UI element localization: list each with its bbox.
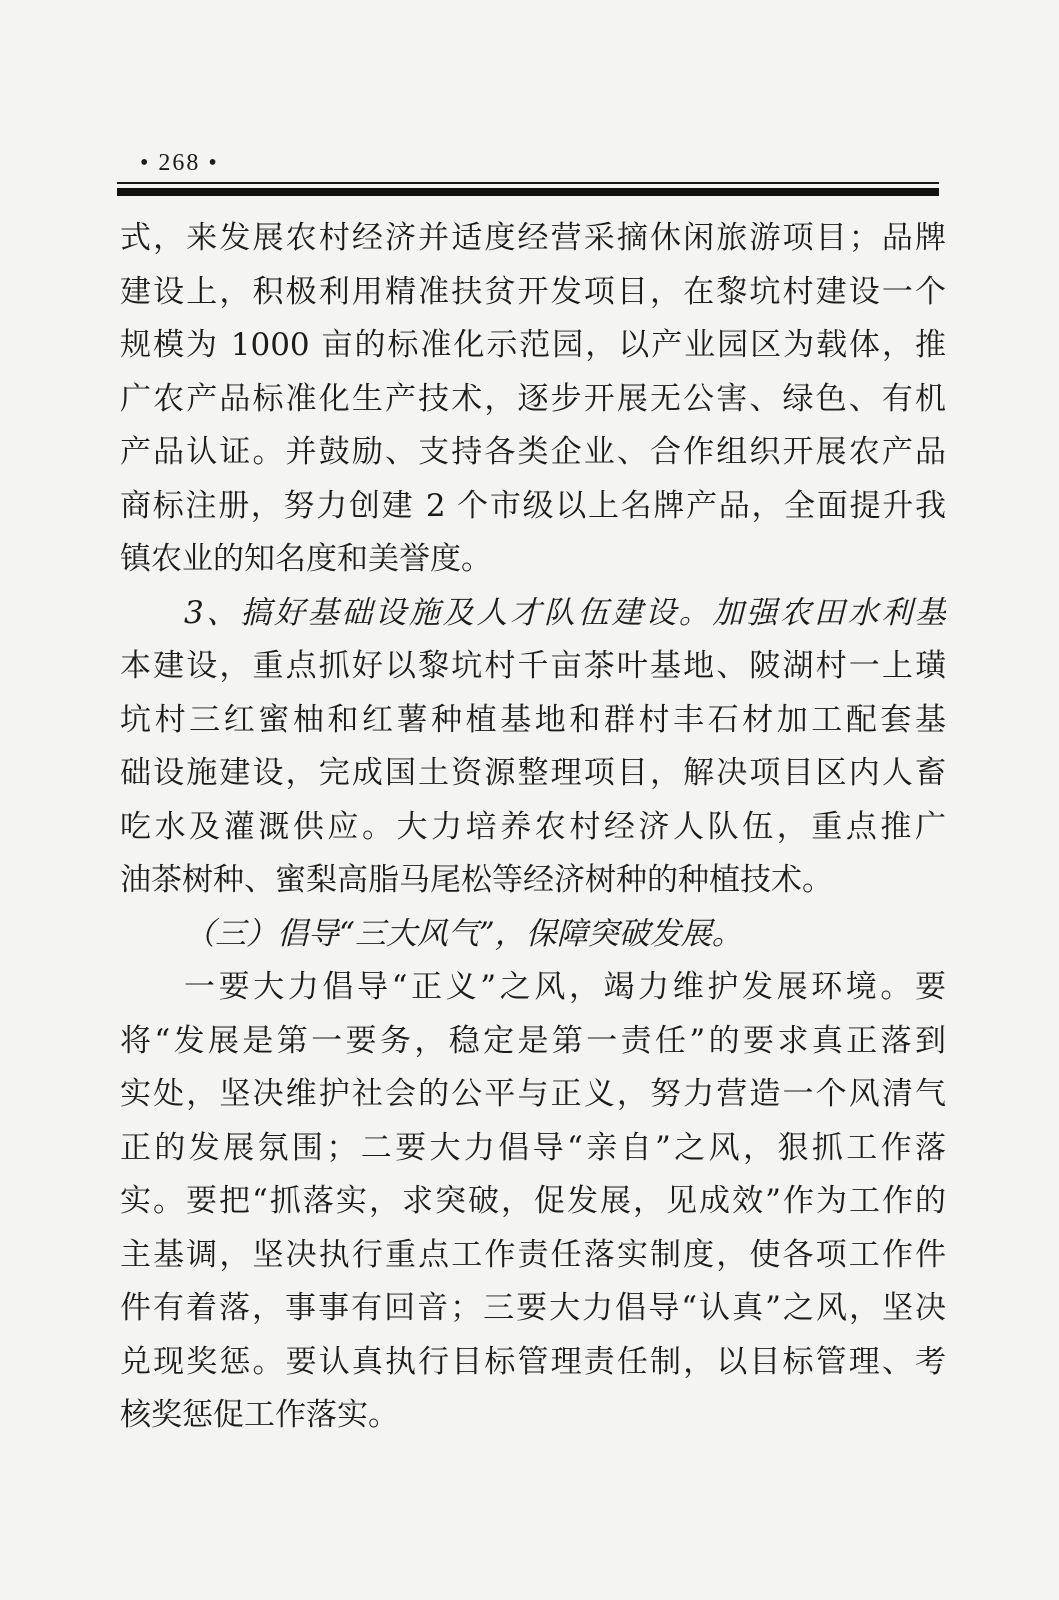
page-number: • 268 • — [140, 150, 219, 176]
subheading-3: 3、搞好基础设施及人才队伍建设。加强农田水利基 — [184, 594, 946, 631]
text-line: 主基调，坚决执行重点工作责任落实制度，使各项工作件 — [120, 1236, 946, 1273]
text-line: 建设上，积极利用精准扶贫开发项目，在黎坑村建设一个 — [120, 273, 946, 310]
header-rule-thick — [117, 188, 939, 196]
text-line: 坑村三红蜜柚和红薯种植基地和群村丰石材加工配套基 — [120, 701, 946, 738]
text-line: 件有着落，事事有回音；三要大力倡导“认真”之风，坚决 — [120, 1290, 946, 1326]
text-line: 规模为 1000 亩的标准化示范园，以产业园区为载体，推 — [120, 327, 946, 363]
text-line: 正的发展氛围；二要大力倡导“亲自”之风，狠抓工作落 — [120, 1129, 946, 1166]
text-line: 实。要把“抓落实，求突破，促发展，见成效”作为工作的 — [120, 1183, 946, 1219]
text-line: 一要大力倡导“正义”之风，竭力维护发展环境。要 — [184, 969, 946, 1005]
text-line: 本建设，重点抓好以黎坑村千亩茶叶基地、陂湖村一上璜 — [120, 648, 946, 684]
text-line: 实处，坚决维护社会的公平与正义，努力营造一个风清气 — [120, 1076, 946, 1112]
header-rule-thin — [117, 182, 939, 184]
text-line: 商标注册，努力创建 2 个市级以上名牌产品，全面提升我 — [120, 487, 946, 524]
text-line: 广农产品标准化生产技术，逐步开展无公害、绿色、有机 — [120, 380, 946, 417]
section-heading: （三）倡导“三大风气”，保障突破发展。 — [184, 915, 743, 952]
text-line: 将“发展是第一要务，稳定是第一责任”的要求真正落到 — [120, 1022, 946, 1059]
text-line: 兑现奖惩。要认真执行目标管理责任制，以目标管理、考 — [120, 1343, 946, 1380]
text-line: 础设施建设，完成国土资源整理项目，解决项目区内人畜 — [120, 755, 946, 791]
text-line: 镇农业的知名度和美誉度。 — [120, 541, 492, 577]
body-text — [120, 212, 946, 1443]
text-line: 油茶树种、蜜梨高脂马尾松等经济树种的种植技术。 — [120, 862, 833, 898]
text-line: 吃水及灌溉供应。大力培养农村经济人队伍，重点推广 — [120, 808, 946, 845]
text-line: 式，来发展农村经济并适度经营采摘休闲旅游项目；品牌 — [120, 220, 946, 256]
text-line: 产品认证。并鼓励、支持各类企业、合作组织开展农产品 — [120, 434, 946, 470]
text-line: 核奖惩促工作落实。 — [120, 1397, 399, 1433]
